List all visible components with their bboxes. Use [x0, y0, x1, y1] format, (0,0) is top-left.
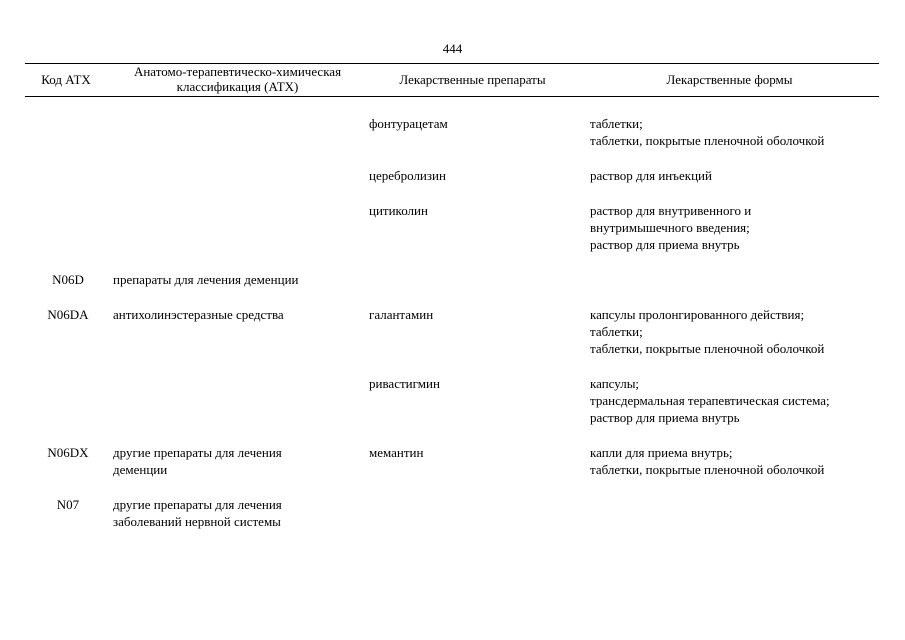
- atc-classification: антихолинэстеразные средства: [113, 307, 284, 322]
- atc-classification: другие препараты для лечения заболеваний нервной системы: [113, 497, 282, 529]
- drug-form: капсулы пролонгированного действия;: [590, 307, 805, 322]
- drug-name: мемантин: [369, 445, 424, 460]
- drug-form: раствор для инъекций: [590, 168, 712, 183]
- drug-form: раствор для приема внутрь: [590, 410, 740, 425]
- atc-classification: препараты для лечения деменции: [113, 272, 299, 287]
- drug-name: галантамин: [369, 307, 434, 322]
- drug-form: капсулы;: [590, 376, 640, 391]
- drug-form: таблетки, покрытые пленочной оболочкой: [590, 133, 825, 148]
- page-number: 444: [442, 41, 463, 56]
- header-drugs: Лекарственные препараты: [399, 72, 546, 87]
- header-code: Код АТХ: [41, 72, 91, 87]
- drug-name: ривастигмин: [369, 376, 440, 391]
- drug-form: таблетки;: [590, 116, 643, 131]
- drug-name: церебролизин: [369, 168, 446, 183]
- header-bottom-rule: [25, 96, 879, 97]
- drug-form: капли для приема внутрь;: [590, 445, 733, 460]
- drug-form: таблетки, покрытые пленочной оболочкой: [590, 341, 825, 356]
- drug-form: раствор для внутривенного и: [590, 203, 752, 218]
- drug-name: цитиколин: [369, 203, 428, 218]
- atc-code: N07: [56, 497, 80, 512]
- header-forms: Лекарственные формы: [666, 72, 793, 87]
- atc-code: N06DA: [47, 307, 89, 322]
- drug-form: трансдермальная терапевтическая система;: [590, 393, 830, 408]
- drug-form: раствор для приема внутрь: [590, 237, 740, 252]
- atc-classification: другие препараты для лечения деменции: [113, 445, 282, 477]
- drug-form: внутримышечного введения;: [590, 220, 750, 235]
- atc-code: N06DX: [47, 445, 89, 460]
- atc-code: N06D: [52, 272, 84, 287]
- header-classification: Анатомо-терапевтическо-химическая классификация (АТХ): [133, 64, 342, 94]
- drug-form: таблетки;: [590, 324, 643, 339]
- drug-form: таблетки, покрытые пленочной оболочкой: [590, 462, 825, 477]
- drug-name: фонтурацетам: [369, 116, 448, 131]
